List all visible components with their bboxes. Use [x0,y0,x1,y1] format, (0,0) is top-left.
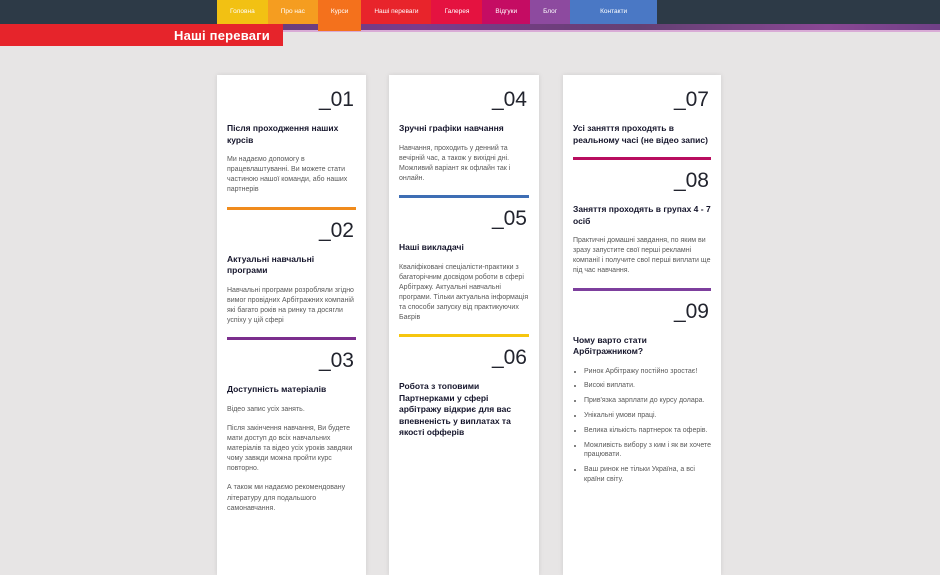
nav-tab-3[interactable]: Курси [318,0,361,31]
top-navigation-bar [0,0,940,24]
advantage-section [399,208,529,337]
section-heading: Зручні графіки навчання [399,123,504,134]
advantage-section [227,350,356,514]
nav-tabs [217,0,657,24]
section-divider [573,157,711,160]
section-number: _03 [318,349,354,373]
section-number: _07 [673,88,709,111]
advantage-section [399,347,529,438]
section-divider [399,195,529,198]
page-title-banner [0,24,283,46]
advantages-grid [217,75,721,512]
bullet-item: • Можливість вибору з ким і як ви хочете працювати. [584,441,711,461]
section-number: _04 [491,88,527,111]
bullet-item: • Ваш ринок не тільки Україна, а всі країни світу. [584,465,711,485]
section-heading: Після проходження наших курсів [227,123,339,145]
nav-tab-4[interactable]: Наші переваги [361,0,431,24]
advantage-section [573,89,711,160]
section-divider [227,207,356,210]
section-number: _02 [318,218,354,242]
nav-tab-5[interactable]: Галерея [431,0,482,24]
section-text: Навчання, проходить у денний та вечірній час, а також у вихідні дні. Можливий варіант як офлайн так і онлайн. [399,144,511,182]
advantage-card-3 [563,75,721,575]
advantage-card-1 [217,75,366,575]
section-heading: Заняття проходять в групах 4 - 7 осіб [573,204,711,226]
advantage-section [227,89,356,210]
advantage-card-2 [389,75,539,575]
bullet-item: • Прив'язка зарплати до курсу долара. [584,396,711,406]
section-heading: Доступність матеріалів [227,384,327,395]
section-heading: Чому варто стати Арбітражником? [573,334,647,357]
section-bullet-list [573,367,711,485]
section-heading: Робота з топовими Партнерками у сфері арбітражу відкриє для вас впевненість у виплатах та якості офферів [399,381,512,438]
section-divider [227,337,356,340]
section-text: Після закінчення навчання, Ви будете мати доступ до всіх навчальних матеріалів та відео усіх уроків завдяки чому завжди можна пройти курс повторно. [227,424,353,473]
section-text: Практичні домашні завдання, по яким ви зразу запустите свої перші рекламні компанії і получите свої перші виплати ще під час навчання. [573,236,711,275]
section-divider [399,334,529,337]
section-text: Навчальні програми розробляли згідно вимог провідних Арбітражних компаній які багато років на ринку та досягли успіху у цій сфері [227,286,354,324]
section-heading: Актуальні навчальні програми [227,253,315,276]
section-number: _09 [673,299,709,323]
bullet-item: • Велика кількість партнерок та оферів. [584,426,711,436]
section-text: А також ми надаємо рекомендовану літературу для подальшого самонавчання. [227,484,346,512]
section-heading: Усі заняття проходять в реальному часі (не відео запис) [573,123,708,145]
bullet-item: • Ринок Арбітражу постійно зростає! [584,367,711,377]
section-text: Ми надаємо допомогу в працевлаштуванні. Ви можете стати частиною нашої команди, або наших партнерів [227,155,348,194]
advantage-section [573,301,711,485]
page-title: Наші переваги [174,27,270,43]
section-number: _08 [673,168,709,192]
advantage-section [227,220,356,341]
section-divider [573,288,711,291]
section-number: _01 [318,88,354,111]
section-heading: Наші викладачі [399,242,464,253]
advantage-section [573,170,711,291]
section-number: _06 [491,346,527,370]
bullet-item: • Унікальні умови праці. [584,411,711,421]
bullet-item: • Високі виплати. [584,381,711,391]
nav-tab-2[interactable]: Про нас [268,0,318,24]
section-text: Кваліфіковані спеціалісти-практики з багаторічним досвідом роботи в сфері Арбітражу. Актуальні навчальні програми. Тільки актуальна інформація та способи запуску від практикуючих Баєрів [399,263,529,322]
nav-tab-8[interactable]: Контакти [570,0,657,24]
nav-tab-1[interactable]: Головна [217,0,268,24]
section-text: Відео запис усіх занять. [227,405,305,413]
advantage-section [399,89,529,198]
nav-tab-7[interactable]: Блог [530,0,570,24]
section-number: _05 [491,207,527,231]
nav-tab-6[interactable]: Відгуки [482,0,530,24]
